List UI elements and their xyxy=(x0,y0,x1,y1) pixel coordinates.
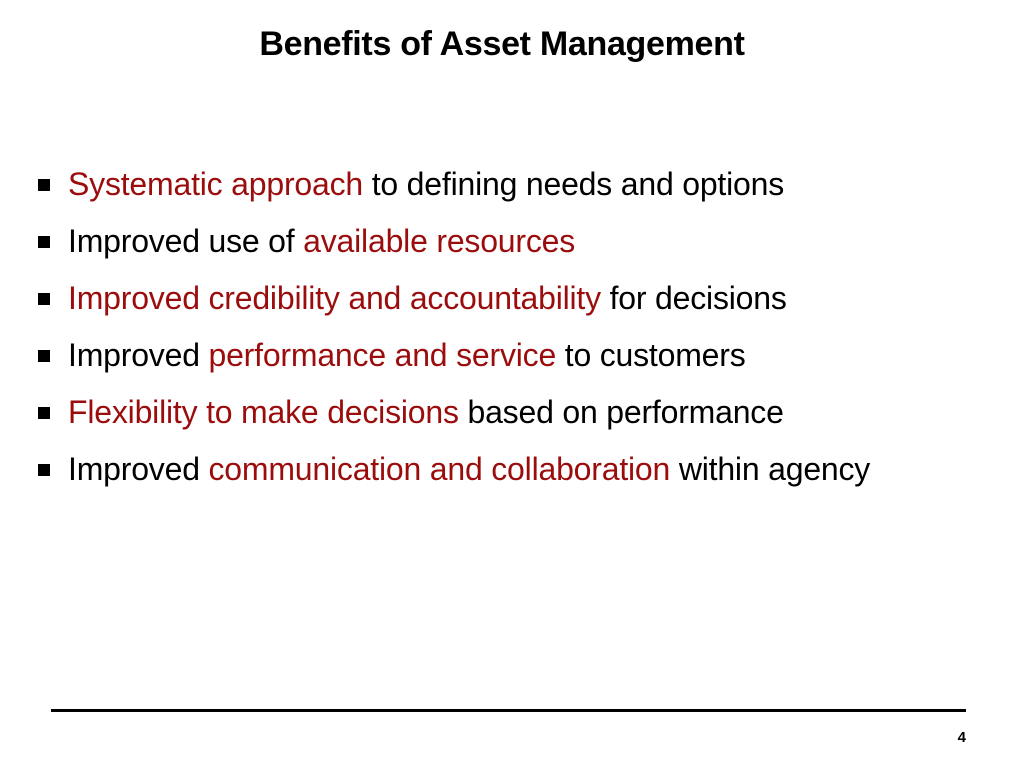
bullet-item xyxy=(34,390,994,434)
bullet-highlight: performance and service xyxy=(208,337,557,373)
square-bullet-icon xyxy=(38,407,50,419)
square-bullet-icon xyxy=(38,464,50,476)
bullet-text: based on performance xyxy=(458,394,784,430)
square-bullet-icon xyxy=(38,179,50,191)
square-bullet-icon xyxy=(38,236,50,248)
bullet-highlight: Systematic approach xyxy=(68,166,364,202)
bullet-list xyxy=(34,162,994,504)
bullet-text: for decisions xyxy=(600,280,787,316)
square-bullet-icon xyxy=(38,350,50,362)
footer-divider xyxy=(51,709,966,712)
bullet-lead: Improved use of xyxy=(68,223,304,259)
bullet-item xyxy=(34,333,994,377)
bullet-highlight: Improved credibility and accountability xyxy=(68,280,601,316)
bullet-highlight: communication and collaboration xyxy=(208,451,671,487)
bullet-text: to defining needs and options xyxy=(363,166,785,202)
bullet-text: to customers xyxy=(556,337,746,373)
bullet-highlight: available resources xyxy=(303,223,576,259)
bullet-lead: Improved xyxy=(68,451,209,487)
bullet-item xyxy=(34,447,994,491)
page-number: 4 xyxy=(957,729,966,746)
square-bullet-icon xyxy=(38,293,50,305)
bullet-item xyxy=(34,219,994,263)
bullet-item xyxy=(34,162,994,206)
bullet-highlight: Flexibility to make decisions xyxy=(68,394,459,430)
bullet-lead: Improved xyxy=(68,337,209,373)
bullet-item xyxy=(34,276,994,320)
bullet-text: within agency xyxy=(670,451,871,487)
slide-title: Benefits of Asset Management xyxy=(259,25,745,63)
